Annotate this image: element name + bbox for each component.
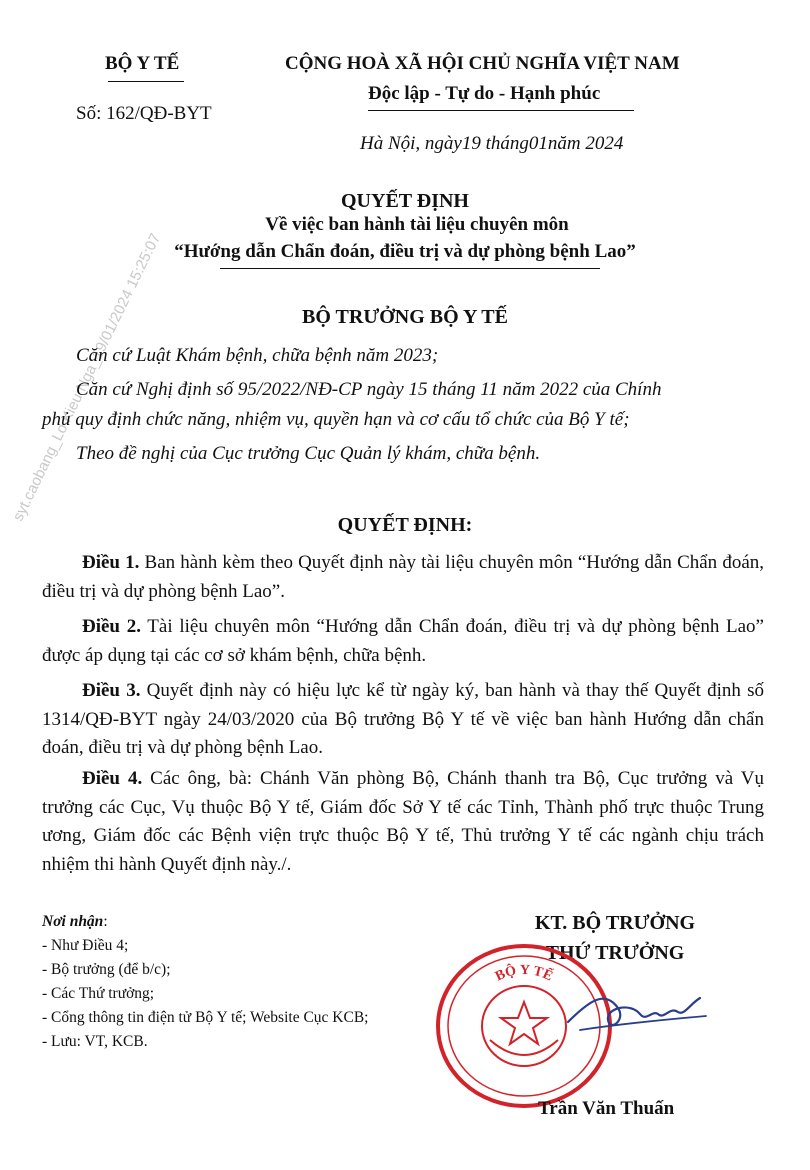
agency-underline bbox=[108, 81, 184, 82]
digital-signature-watermark: syt.caobang_Lo Kieu Nga_19/01/2024 15:25:07 bbox=[9, 230, 165, 524]
legal-basis-2-line-1: Căn cứ Nghị định số 95/2022/NĐ-CP ngày 15 tháng 11 năm 2022 của Chính bbox=[76, 379, 662, 400]
article-text: Các ông, bà: Chánh Văn phòng Bộ, Chánh thanh tra Bộ, Cục trưởng và Vụ trưởng các Cục, Vụ thuộc Bộ Y tế, Giám đốc Sở Y tế các Tỉnh, Thành phố trực thuộc Trung ương, Giám đốc các Bệnh viện trực thuộc Bộ Y tế, Thủ trưởng Y tế các ngành chịu trách nhiệm thi hành Quyết định này./. bbox=[42, 768, 764, 875]
decision-heading: QUYẾT ĐỊNH: bbox=[337, 514, 473, 536]
recipients-title: Nơi nhận bbox=[42, 913, 104, 930]
article-2 bbox=[42, 613, 764, 670]
recipient-item: - Các Thứ trưởng; bbox=[42, 985, 155, 1002]
recipient-item: - Cổng thông tin điện tử Bộ Y tế; Website Cục KCB; bbox=[42, 1009, 369, 1026]
document-subtitle-1: Về việc ban hành tài liệu chuyên môn bbox=[265, 214, 569, 235]
issuing-authority: BỘ TRƯỞNG BỘ Y TẾ bbox=[302, 306, 508, 328]
article-text: Quyết định này có hiệu lực kể từ ngày ký, ban hành và thay thế Quyết định số 1314/QĐ-BYT ngày 24/03/2020 của Bộ trưởng Bộ Y tế về việc ban hành Hướng dẫn chẩn đoán, điều trị và dự phòng bệnh Lao. bbox=[42, 680, 765, 758]
legal-basis-2-line-2: phủ quy định chức năng, nhiệm vụ, quyền hạn và cơ cấu tổ chức của Bộ Y tế; bbox=[42, 409, 630, 430]
recipients-title-colon: : bbox=[103, 913, 108, 930]
recipient-item: - Lưu: VT, KCB. bbox=[42, 1033, 148, 1050]
national-motto: Độc lập - Tự do - Hạnh phúc bbox=[368, 83, 601, 104]
recipient-item: - Như Điều 4; bbox=[42, 937, 129, 954]
article-label: Điều 3. bbox=[82, 680, 141, 701]
handwritten-signature-icon bbox=[560, 980, 710, 1040]
article-label: Điều 1. bbox=[82, 552, 140, 573]
signer-name: Trần Văn Thuấn bbox=[538, 1098, 675, 1119]
national-title: CỘNG HOÀ XÃ HỘI CHỦ NGHĨA VIỆT NAM bbox=[285, 53, 680, 74]
signatory-title-line-1: KT. BỘ TRƯỞNG bbox=[534, 912, 696, 934]
article-3 bbox=[42, 677, 764, 763]
article-text: Tài liệu chuyên môn “Hướng dẫn Chẩn đoán, điều trị và dự phòng bệnh Lao” được áp dụng tại các cơ sở khám bệnh, chữa bệnh. bbox=[42, 616, 764, 666]
recipient-item: - Bộ trưởng (để b/c); bbox=[42, 961, 171, 978]
signatory-title-line-2: THỨ TRƯỞNG bbox=[545, 942, 685, 964]
article-text: Ban hành kèm theo Quyết định này tài liệu chuyên môn “Hướng dẫn Chẩn đoán, điều trị và dự phòng bệnh Lao”. bbox=[42, 552, 765, 602]
issuing-agency: BỘ Y TẾ bbox=[105, 53, 180, 74]
article-4 bbox=[42, 765, 764, 879]
article-label: Điều 4. bbox=[82, 768, 143, 789]
document-number: Số: 162/QĐ-BYT bbox=[76, 103, 212, 124]
article-label: Điều 2. bbox=[82, 616, 141, 637]
article-1 bbox=[42, 549, 764, 606]
motto-underline bbox=[368, 110, 634, 111]
legal-basis-3: Theo đề nghị của Cục trưởng Cục Quản lý khám, chữa bệnh. bbox=[76, 443, 541, 464]
legal-basis-1: Căn cứ Luật Khám bệnh, chữa bệnh năm 2023; bbox=[76, 345, 439, 366]
document-title: QUYẾT ĐỊNH bbox=[341, 190, 469, 212]
place-and-date: Hà Nội, ngày19 tháng01năm 2024 bbox=[360, 133, 624, 154]
subtitle-underline bbox=[220, 268, 600, 269]
seal-text: BỘ Y TẾ bbox=[493, 962, 555, 985]
recipients-block bbox=[42, 910, 368, 1054]
document-subtitle-2: “Hướng dẫn Chẩn đoán, điều trị và dự phòng bệnh Lao” bbox=[174, 241, 636, 262]
recipients-title-row bbox=[42, 910, 368, 934]
